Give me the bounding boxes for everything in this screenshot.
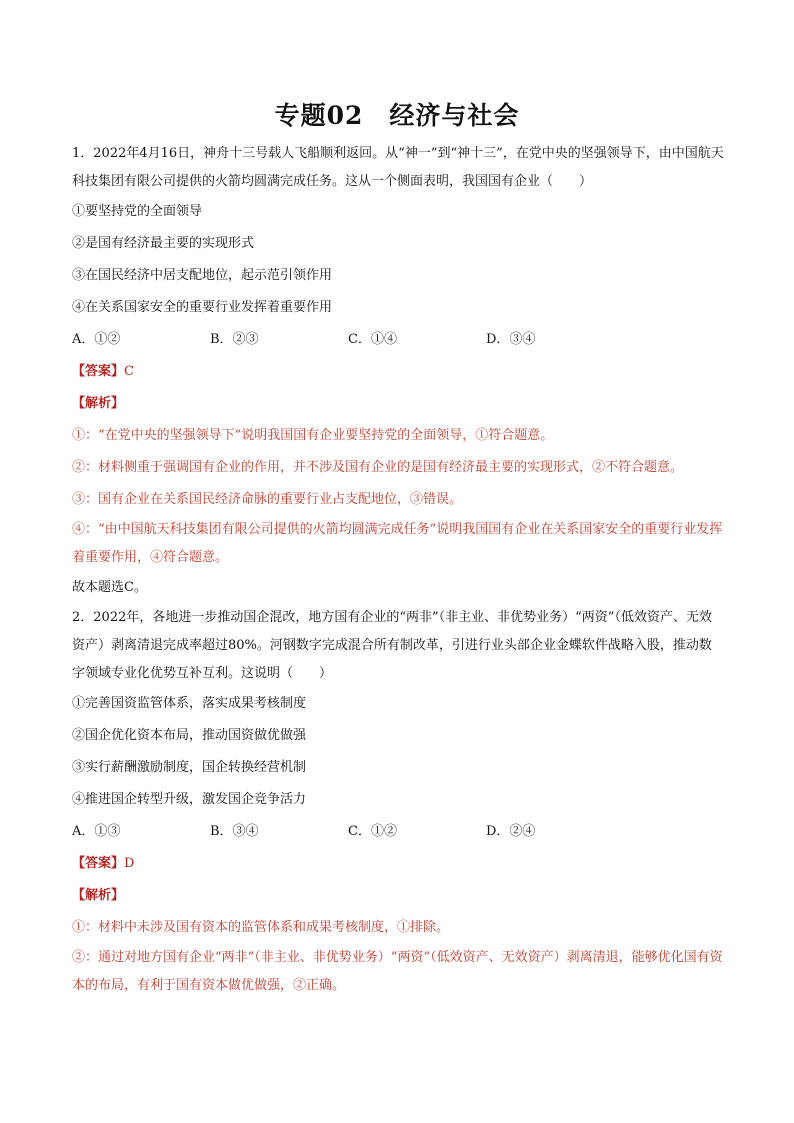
q1-item-2: ②是国有经济最主要的实现形式 [72,236,255,251]
q2-option-c: C．①② [348,824,397,839]
q1-answer-value: C [124,364,134,379]
q2-option-a: A．①③ [72,824,121,839]
q1-item-3: ③在国民经济中居支配地位，起示范引领作用 [72,268,333,283]
q1-analysis-2: ②：材料侧重于强调国有企业的作用，并不涉及国有企业的是国有经济最主要的实现形式，②不符合题意。 [72,460,684,475]
q2-options [72,816,724,848]
q1-options [72,324,724,356]
q1-analysis-label: 【解析】 [72,396,125,411]
q1-option-a: A．①② [72,332,121,347]
q2-item-4: ④推进国企转型升级，激发国企竞争活力 [72,792,307,807]
q1-item-4: ④在关系国家安全的重要行业发挥着重要作用 [72,300,333,315]
q2-analysis-2: ②：通过对地方国有企业“两非”（非主业、非优势业务）“两资”（低效资产、无效资产）剥离清退，能够优化国有资本的布局，有利于国有资本做优做强，②正确。 [72,950,723,993]
q1-option-d: D．③④ [486,332,536,347]
q2-analysis-label: 【解析】 [72,888,125,903]
q2-option-b: B．③④ [210,824,259,839]
q1-conclusion: 故本题选C。 [72,580,147,595]
q1-option-c: C．①④ [348,332,397,347]
q1-answer [72,356,724,388]
q2-answer [72,848,724,880]
q1-answer-label: 【答案】 [72,364,125,379]
document-body [72,140,724,1000]
q2-answer-label: 【答案】 [72,856,125,871]
page-title: 专题02 经济与社会 [274,101,520,130]
q2-item-2: ②国企优化资本布局，推动国资做优做强 [72,728,307,743]
q1-item-1: ①要坚持党的全面领导 [72,204,203,219]
q2-analysis-1: ①：材料中未涉及国有资本的监管体系和成果考核制度，①排除。 [72,920,450,935]
q1-analysis-3: ③：国有企业在关系国民经济命脉的重要行业占支配地位，③错误。 [72,492,463,507]
q2-item-1: ①完善国资监管体系，落实成果考核制度 [72,696,307,711]
q1-stem: 1．2022年4月16日，神舟十三号载人飞船顺利返回。从“神一”到“神十三”，在党中央的坚强领导下，由中国航天科技集团有限公司提供的火箭均圆满完成任务。这从一个侧面表明，我国国有企业（ ） [72,146,724,189]
q1-analysis-4: ④：“由中国航天科技集团有限公司提供的火箭均圆满完成任务”说明我国国有企业在关系国家安全的重要行业发挥着重要作用，④符合题意。 [72,522,723,565]
q2-option-d: D．②④ [486,824,536,839]
q1-analysis-1: ①：“在党中央的坚强领导下”说明我国国有企业要坚持党的全面领导，①符合题意。 [72,428,554,443]
q2-stem: 2．2022年，各地进一步推动国企混改，地方国有企业的“两非”（非主业、非优势业务）“两资”（低效资产、无效资产）剥离清退完成率超过80%。河钢数字完成混合所有制改革，引进行业头部企业金蝶软件战略入股，推动数字领域专业化优势互补互利。这说明（ ） [72,610,712,681]
q2-item-3: ③实行薪酬激励制度，国企转换经营机制 [72,760,307,775]
q2-answer-value: D [124,856,135,871]
q1-option-b: B．②③ [210,332,259,347]
